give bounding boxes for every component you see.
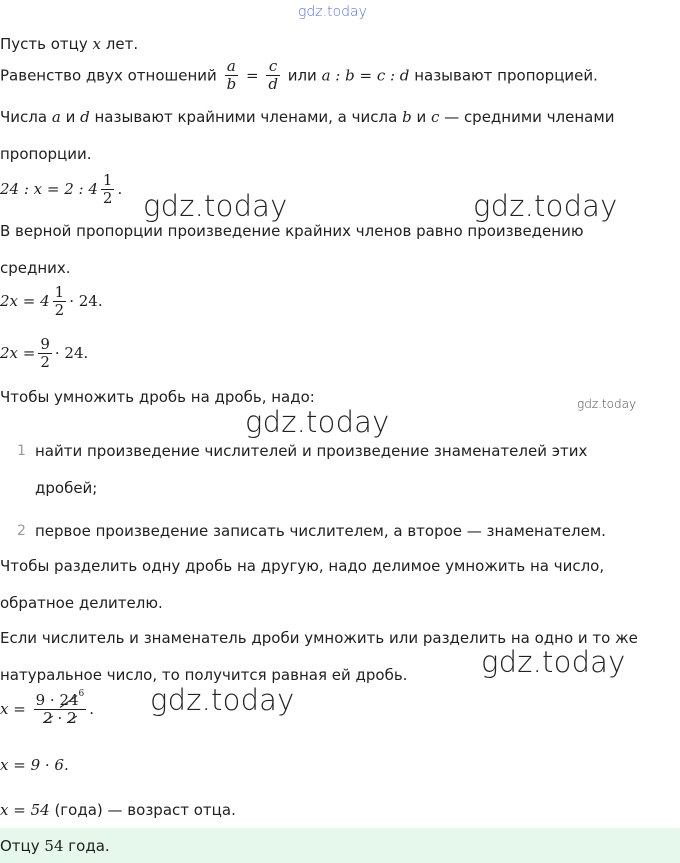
fraction: $\frac{a}{b}$ bbox=[226, 57, 237, 94]
text-line: В верной пропорции произведение крайних членов равно произведению bbox=[0, 222, 584, 240]
watermark: gdz.today bbox=[577, 397, 637, 411]
text-line: Чтобы разделить одну дробь на другую, надо делимое умножить на число, bbox=[0, 557, 605, 575]
text-line: Если числитель и знаменатель дроби умножить или разделить на одно и то же bbox=[0, 629, 638, 647]
math-var: x bbox=[92, 35, 102, 53]
text: Пусть отцу bbox=[0, 35, 88, 53]
text-line: Числа a и d называют крайними членами, а числа b и c — средними членами bbox=[0, 108, 615, 126]
text: или bbox=[287, 66, 317, 85]
watermark: gdz.today bbox=[298, 4, 367, 20]
list-number: 1 bbox=[17, 443, 26, 459]
fraction: $\frac{c}{d}$ bbox=[268, 57, 278, 94]
text-line: натуральное число, то получится равная ей дробь. bbox=[0, 666, 408, 684]
list-number: 2 bbox=[17, 523, 26, 539]
text-line: обратное делителю. bbox=[0, 594, 163, 612]
equation: 24 : x = 2 : 4 $\frac{1}{2}$ . bbox=[0, 171, 123, 208]
text: Равенство двух отношений bbox=[0, 66, 217, 85]
text: лет. bbox=[105, 35, 139, 53]
watermark: gdz.today bbox=[143, 189, 288, 223]
equation: x = 54 (года) — возраст отца. bbox=[0, 801, 236, 819]
list-item: дробей; bbox=[35, 479, 98, 497]
answer-block bbox=[0, 828, 680, 863]
equation: 2x = 4 $\frac{1}{2}$ · 24. bbox=[0, 283, 103, 320]
watermark: gdz.today bbox=[481, 645, 626, 679]
equation: 2x = $\frac{9}{2}$ · 24. bbox=[0, 335, 89, 372]
list-item: первое произведение записать числителем, а второе — знаменателем. bbox=[35, 522, 606, 540]
text-line bbox=[0, 35, 138, 53]
list-item: найти произведение числителей и произведение знаменателей этих bbox=[35, 442, 588, 460]
math-expr: a : b = c : d bbox=[321, 66, 410, 85]
equation: x = $\frac{9 \cdot 24^6}{2 \cdot 2}$ . bbox=[0, 689, 95, 728]
text-line: Чтобы умножить дробь на дробь, надо: bbox=[0, 388, 315, 406]
text-line: Равенство двух отношений $\frac{a}{b}$ = $\frac{c}{d}$ или a : b = c : d называют пропорцией. bbox=[0, 57, 598, 94]
watermark: gdz.today bbox=[473, 189, 618, 223]
text-line: пропорции. bbox=[0, 145, 92, 163]
watermark: gdz.today bbox=[150, 683, 295, 717]
equation: x = 9 · 6. bbox=[0, 756, 69, 774]
text: называют пропорцией. bbox=[414, 66, 598, 85]
answer-text: Отцу 54 года. bbox=[0, 837, 110, 855]
text-line: средних. bbox=[0, 259, 71, 277]
watermark: gdz.today bbox=[245, 405, 390, 439]
